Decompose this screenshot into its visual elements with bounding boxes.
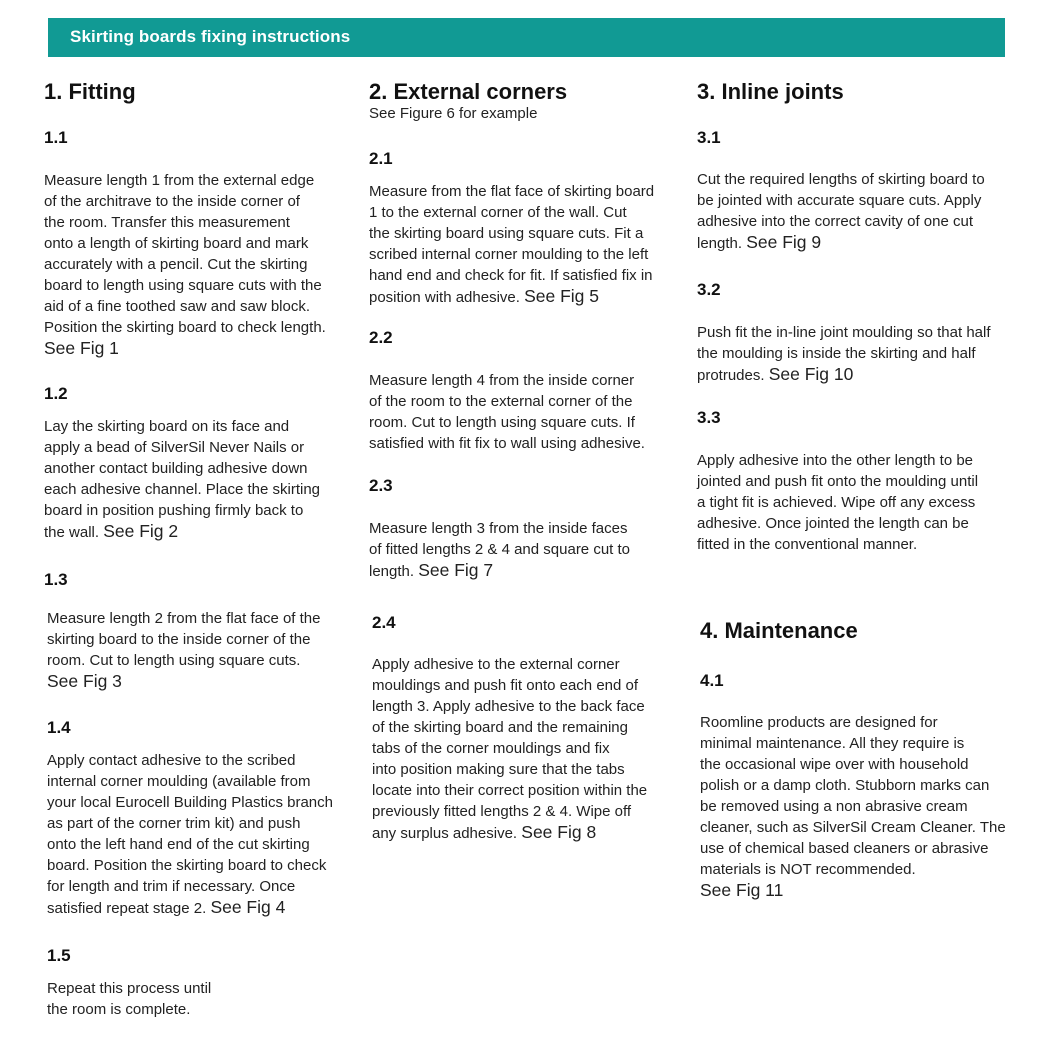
step-number: 4.1: [700, 671, 724, 690]
text-line: of the room to the external corner of the: [369, 393, 633, 410]
text-line: board in position pushing firmly back to: [44, 502, 304, 519]
text-line: Measure from the flat face of skirting board: [369, 183, 655, 200]
text-line: previously fitted lengths 2 & 4. Wipe off: [372, 803, 632, 820]
step-text: [697, 450, 978, 555]
text-line: for length and trim if necessary. Once: [47, 878, 296, 895]
text-line: polish or a damp cloth. Stubborn marks can: [700, 777, 990, 794]
text-line: Lay the skirting board on its face and: [44, 418, 290, 435]
text-line: minimal maintenance. All they require is: [700, 735, 965, 752]
header-banner: [48, 18, 1005, 57]
text-line: locate into their correct position within the: [372, 782, 648, 799]
text-line: as part of the corner trim kit) and push: [47, 815, 301, 832]
figure-reference: See Fig 2: [103, 521, 179, 541]
text-line: into position making sure that the tabs: [372, 761, 625, 778]
text-line: the room is complete.: [47, 1001, 191, 1018]
text-line: the room. Transfer this measurement: [44, 214, 290, 231]
text-line: be jointed with accurate square cuts. Apply: [697, 192, 982, 209]
text-line: Roomline products are designed for: [700, 714, 938, 731]
text-line: adhesive. Once jointed the length can be: [697, 515, 969, 532]
step-text: [44, 170, 326, 359]
step-number: 2.1: [369, 149, 393, 168]
figure-reference: See Fig 4: [210, 897, 286, 917]
text-line: Push fit the in-line joint moulding so that half: [697, 324, 991, 341]
text-line: Apply contact adhesive to the scribed: [47, 752, 296, 769]
step-number: 2.3: [369, 476, 393, 495]
text-line: Cut the required lengths of skirting board to: [697, 171, 985, 188]
text-line: of the skirting board and the remaining: [372, 719, 628, 736]
step-number: 3.2: [697, 280, 721, 299]
text-line: protrudes.: [697, 367, 765, 384]
text-line: Measure length 3 from the inside faces: [369, 520, 628, 537]
text-line: fitted in the conventional manner.: [697, 536, 918, 553]
text-line: tabs of the corner mouldings and fix: [372, 740, 610, 757]
text-line: mouldings and push fit onto each end of: [372, 677, 639, 694]
text-line: internal corner moulding (available from: [47, 773, 311, 790]
text-line: onto a length of skirting board and mark: [44, 235, 309, 252]
section-heading-fitting: 1. Fitting: [44, 79, 136, 104]
text-line: length 3. Apply adhesive to the back face: [372, 698, 645, 715]
figure-reference: See Fig 9: [746, 232, 822, 252]
step-text: [47, 750, 333, 919]
text-line: the wall.: [44, 524, 100, 541]
text-line: board. Position the skirting board to check: [47, 857, 327, 874]
text-line: satisfied repeat stage 2.: [47, 900, 207, 917]
text-line: board to length using square cuts with the: [44, 277, 322, 294]
figure-reference: See Fig 10: [768, 364, 854, 384]
text-line: the moulding is inside the skirting and half: [697, 345, 976, 362]
text-line: materials is NOT recommended.: [700, 861, 916, 878]
text-line: onto the left hand end of the cut skirting: [47, 836, 310, 853]
figure-reference: See Fig 8: [521, 822, 597, 842]
step-text: [369, 518, 630, 582]
text-line: of the architrave to the inside corner of: [44, 193, 300, 210]
section-heading-maintenance: 4. Maintenance: [700, 618, 858, 643]
text-line: any surplus adhesive.: [372, 825, 518, 842]
text-line: of fitted lengths 2 & 4 and square cut to: [369, 541, 631, 558]
text-line: adhesive into the correct cavity of one cut: [697, 213, 973, 230]
section-heading-external-corners: 2. External corners: [369, 79, 568, 104]
text-line: Measure length 4 from the inside corner: [369, 372, 635, 389]
step-number: 1.3: [44, 570, 68, 589]
text-line: the occasional wipe over with household: [700, 756, 969, 773]
text-line: room. Cut to length using square cuts. If: [369, 414, 635, 431]
text-line: Apply adhesive into the other length to be: [697, 452, 974, 469]
text-line: satisfied with fit fix to wall using adhesive.: [369, 435, 645, 452]
text-line: room. Cut to length using square cuts.: [47, 652, 301, 669]
text-line: length.: [697, 235, 743, 252]
step-number: 3.1: [697, 128, 721, 147]
figure-reference: See Fig 7: [418, 560, 494, 580]
figure-reference: See Fig 1: [44, 338, 119, 358]
text-line: 1 to the external corner of the wall. Cut: [369, 204, 627, 221]
step-text: [369, 181, 654, 308]
step-number: 3.3: [697, 408, 721, 427]
text-line: Apply adhesive to the external corner: [372, 656, 620, 673]
step-text: [369, 370, 645, 454]
text-line: skirting board to the inside corner of the: [47, 631, 311, 648]
step-text: [47, 978, 211, 1020]
figure-reference: See Fig 11: [700, 880, 784, 900]
text-line: Position the skirting board to check length.: [44, 319, 326, 336]
text-line: accurately with a pencil. Cut the skirting: [44, 256, 308, 273]
figure-reference: See Fig 3: [47, 671, 122, 691]
step-number: 2.2: [369, 328, 393, 347]
text-line: a tight fit is achieved. Wipe off any excess: [697, 494, 976, 511]
text-line: be removed using a non abrasive cream: [700, 798, 968, 815]
step-number: 1.4: [47, 718, 71, 737]
text-line: Measure length 2 from the flat face of the: [47, 610, 321, 627]
text-line: use of chemical based cleaners or abrasive: [700, 840, 989, 857]
step-text: [697, 322, 991, 386]
step-text: [44, 416, 320, 543]
step-text: [372, 654, 647, 844]
text-line: hand end and check for fit. If satisfied fix in: [369, 267, 653, 284]
text-line: scribed internal corner moulding to the left: [369, 246, 649, 263]
step-number: 1.1: [44, 128, 68, 147]
section-subheading: See Figure 6 for example: [369, 105, 538, 122]
step-text: [697, 169, 985, 254]
section-heading-inline-joints: 3. Inline joints: [697, 79, 844, 104]
text-line: another contact building adhesive down: [44, 460, 308, 477]
step-number: 2.4: [372, 613, 396, 632]
step-number: 1.2: [44, 384, 68, 403]
text-line: Measure length 1 from the external edge: [44, 172, 315, 189]
text-line: each adhesive channel. Place the skirting: [44, 481, 321, 498]
text-line: cleaner, such as SilverSil Cream Cleaner. The: [700, 819, 1006, 836]
text-line: aid of a fine toothed saw and saw block.: [44, 298, 311, 315]
text-line: position with adhesive.: [369, 289, 520, 306]
figure-reference: See Fig 5: [524, 286, 600, 306]
step-text: [700, 712, 1006, 901]
step-number: 1.5: [47, 946, 71, 965]
text-line: your local Eurocell Building Plastics branch: [47, 794, 333, 811]
text-line: length.: [369, 563, 415, 580]
step-text: [47, 608, 321, 692]
text-line: the skirting board using square cuts. Fit a: [369, 225, 644, 242]
page-title: Skirting boards fixing instructions: [70, 27, 351, 46]
text-line: Repeat this process until: [47, 980, 212, 997]
text-line: jointed and push fit onto the moulding until: [697, 473, 979, 490]
text-line: apply a bead of SilverSil Never Nails or: [44, 439, 305, 456]
